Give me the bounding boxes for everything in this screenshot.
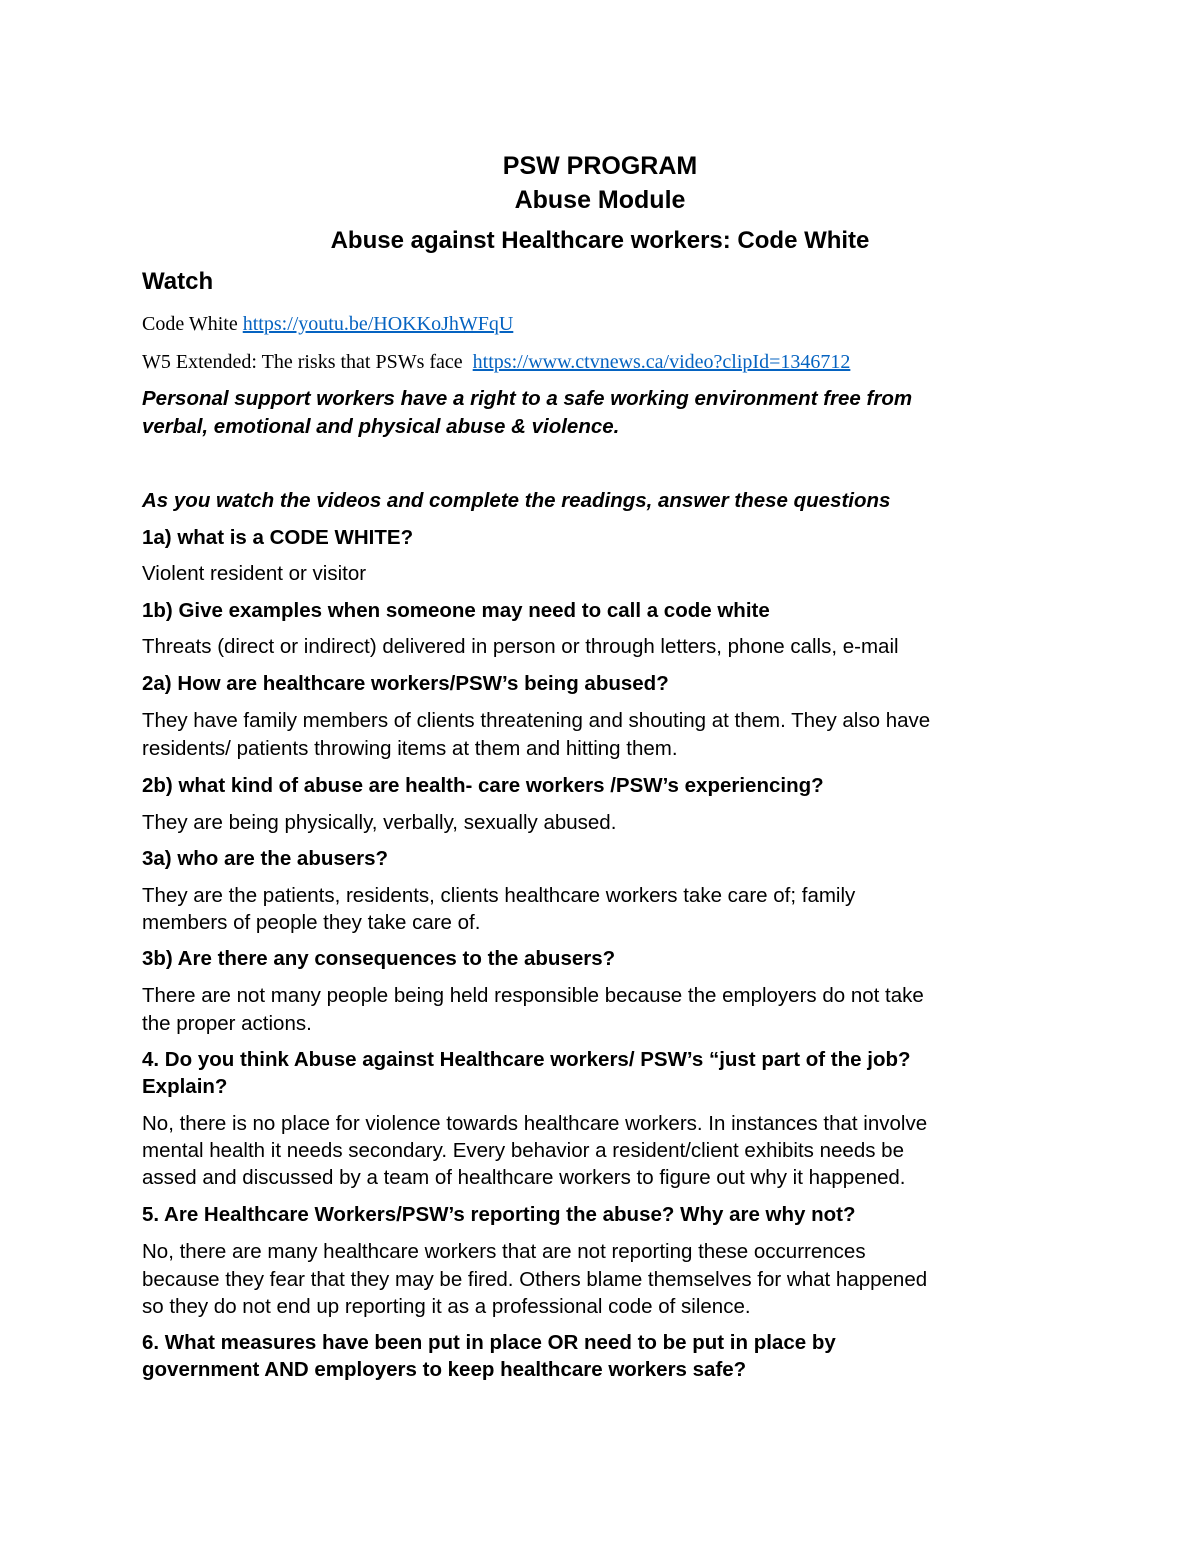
question: 3a) who are the abusers? bbox=[142, 847, 389, 870]
answer: residents/ patients throwing items at them and hitting them. bbox=[142, 737, 678, 760]
answer: the proper actions. bbox=[142, 1012, 312, 1035]
answer: Threats (direct or indirect) delivered in person or through letters, phone calls, e-mail bbox=[142, 635, 899, 658]
question: 2a) How are healthcare workers/PSW’s being abused? bbox=[142, 672, 669, 695]
question: 3b) Are there any consequences to the abusers? bbox=[142, 947, 616, 970]
answer: assed and discussed by a team of healthcare workers to figure out why it happened. bbox=[142, 1166, 906, 1189]
answer: They have family members of clients threatening and shouting at them. They also have bbox=[142, 709, 931, 732]
answer: They are the patients, residents, clients healthcare workers take care of; family bbox=[142, 884, 856, 907]
rights-statement-line: Personal support workers have a right to a safe working environment free from bbox=[142, 387, 913, 410]
video-label: Code White bbox=[142, 313, 243, 335]
question: 2b) what kind of abuse are health- care workers /PSW’s experiencing? bbox=[142, 774, 824, 797]
module-title: Abuse Module bbox=[514, 186, 686, 214]
video-reference-code-white bbox=[142, 311, 513, 337]
rights-statement-line: verbal, emotional and physical abuse & violence. bbox=[142, 415, 620, 438]
answer: so they do not end up reporting it as a professional code of silence. bbox=[142, 1295, 751, 1318]
answer: members of people they take care of. bbox=[142, 911, 481, 934]
question: 1b) Give examples when someone may need to call a code white bbox=[142, 599, 770, 622]
video-link-w5[interactable]: https://www.ctvnews.ca/video?clipId=1346712 bbox=[472, 351, 851, 373]
instructions: As you watch the videos and complete the readings, answer these questions bbox=[142, 489, 891, 512]
question: 6. What measures have been put in place OR need to be put in place by bbox=[142, 1331, 836, 1354]
question: government AND employers to keep healthcare workers safe? bbox=[142, 1358, 747, 1381]
answer: There are not many people being held responsible because the employers do not take bbox=[142, 984, 924, 1007]
video-reference-w5 bbox=[142, 349, 850, 375]
answer: because they fear that they may be fired. Others blame themselves for what happened bbox=[142, 1268, 928, 1291]
question: 1a) what is a CODE WHITE? bbox=[142, 526, 414, 549]
watch-heading: Watch bbox=[142, 268, 214, 295]
video-label: W5 Extended: The risks that PSWs face bbox=[142, 351, 473, 373]
answer: Violent resident or visitor bbox=[142, 562, 367, 585]
answer: mental health it needs secondary. Every behavior a resident/client exhibits needs be bbox=[142, 1139, 904, 1162]
answer: No, there are many healthcare workers that are not reporting these occurrences bbox=[142, 1240, 866, 1263]
question: Explain? bbox=[142, 1075, 228, 1098]
question: 4. Do you think Abuse against Healthcare workers/ PSW’s “just part of the job? bbox=[142, 1048, 911, 1071]
topic-title: Abuse against Healthcare workers: Code White bbox=[330, 227, 870, 254]
answer: They are being physically, verbally, sexually abused. bbox=[142, 811, 617, 834]
question: 5. Are Healthcare Workers/PSW’s reporting the abuse? Why are why not? bbox=[142, 1203, 856, 1226]
program-title: PSW PROGRAM bbox=[502, 152, 698, 180]
video-link-code-white[interactable]: https://youtu.be/HOKKoJhWFqU bbox=[242, 313, 514, 335]
answer: No, there is no place for violence towards healthcare workers. In instances that involve bbox=[142, 1112, 928, 1135]
